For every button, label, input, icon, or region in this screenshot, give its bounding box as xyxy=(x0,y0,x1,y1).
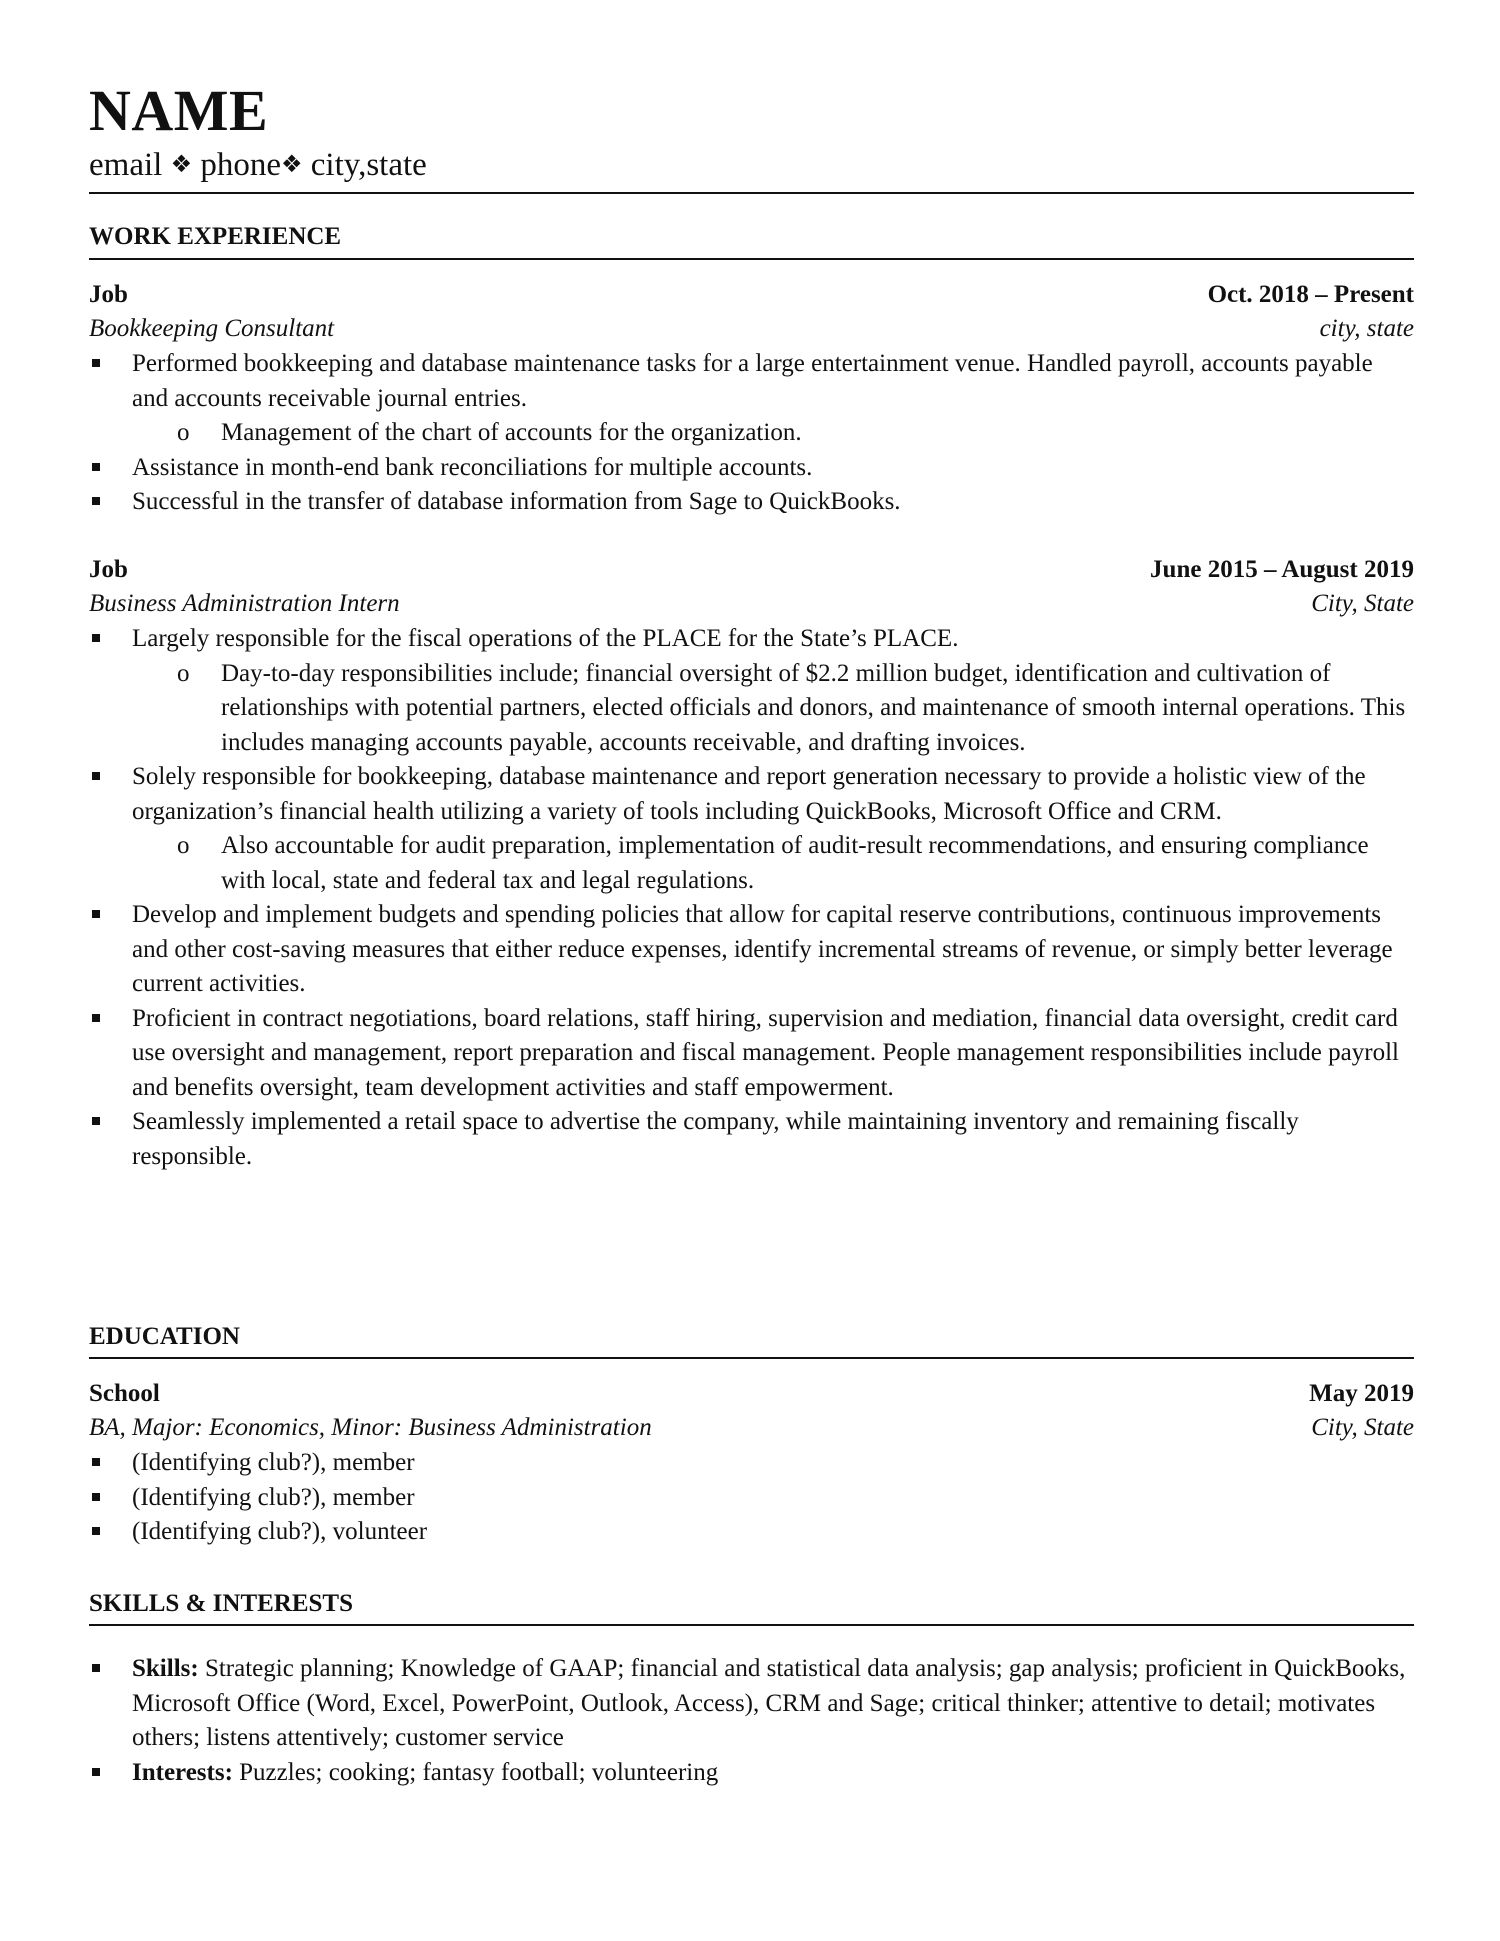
diamond-separator-icon: ❖ xyxy=(280,150,303,178)
skills-bullet-list xyxy=(89,1652,1414,1790)
work-divider xyxy=(89,258,1414,260)
diamond-separator-icon: ❖ xyxy=(170,150,193,178)
job-header xyxy=(89,278,1414,312)
list-item xyxy=(89,622,1414,657)
square-bullet-icon xyxy=(92,359,100,367)
education-divider xyxy=(89,1357,1414,1359)
square-bullet-icon xyxy=(92,1493,100,1501)
list-item xyxy=(89,347,1414,416)
square-bullet-icon xyxy=(92,1458,100,1466)
list-item xyxy=(89,760,1414,829)
list-item xyxy=(89,485,1414,520)
school-location: City, State xyxy=(1311,1414,1414,1441)
list-item xyxy=(89,898,1414,1002)
square-bullet-icon xyxy=(92,1527,100,1535)
square-bullet-icon xyxy=(92,634,100,642)
bullet-text: Assistance in month-end bank reconciliations for multiple accounts. xyxy=(132,453,813,481)
bullet-text: Performed bookkeeping and database maintenance tasks for a large entertainment venue. Handled payroll, accounts payable and accounts receivable journal entries. xyxy=(132,350,1373,412)
bullet-text: Management of the chart of accounts for the organization. xyxy=(221,419,802,446)
square-bullet-icon xyxy=(92,910,100,918)
bullet-text: (Identifying club?), member xyxy=(132,1483,415,1511)
square-bullet-icon xyxy=(92,1768,100,1776)
circle-bullet-icon: o xyxy=(177,659,190,687)
list-item xyxy=(89,657,1414,761)
skills-label: Skills: xyxy=(132,1655,199,1682)
job-location: City, State xyxy=(1311,590,1414,617)
job-dates: Oct. 2018 – Present xyxy=(1207,281,1414,308)
job-role: Business Administration Intern xyxy=(89,590,400,617)
degree: BA, Major: Economics, Minor: Business Administration xyxy=(89,1414,652,1441)
circle-bullet-icon: o xyxy=(177,419,190,446)
graduation-date: May 2019 xyxy=(1309,1380,1414,1407)
section-heading-work: WORK EXPERIENCE xyxy=(89,223,342,250)
job-dates: June 2015 – August 2019 xyxy=(1150,556,1414,583)
list-item xyxy=(89,1002,1414,1106)
bullet-text: Seamlessly implemented a retail space to advertise the company, while maintaining inventory and remaining fiscally responsible. xyxy=(132,1108,1299,1170)
contact-location: city,state xyxy=(310,147,427,183)
section-heading-education: EDUCATION xyxy=(89,1323,240,1350)
job-role-row xyxy=(89,587,1414,621)
square-bullet-icon xyxy=(92,1664,100,1672)
bullet-text: Successful in the transfer of database information from Sage to QuickBooks. xyxy=(132,488,901,515)
job-title: Job xyxy=(89,556,128,583)
contact-email: email xyxy=(89,147,163,183)
list-item xyxy=(89,1652,1414,1756)
contact-line xyxy=(89,144,427,185)
list-item xyxy=(89,1446,1414,1481)
list-item xyxy=(89,1756,1414,1791)
job-bullet-list xyxy=(89,347,1414,520)
bullet-text: Day-to-day responsibilities include; financial oversight of $2.2 million budget, identification and cultivation of relationships with potential partners, elected officials and donors, and maintenance of smooth internal operations. This includes managing accounts payable, accounts receivable, and drafting invoices. xyxy=(221,659,1406,756)
skills-divider xyxy=(89,1624,1414,1626)
bullet-text: Largely responsible for the fiscal operations of the PLACE for the State’s PLACE. xyxy=(132,625,959,652)
list-item xyxy=(89,1481,1414,1516)
square-bullet-icon xyxy=(92,1014,100,1022)
list-item xyxy=(89,451,1414,486)
job-title: Job xyxy=(89,281,128,308)
bullet-text: Solely responsible for bookkeeping, database maintenance and report generation necessary to provide a holistic view of the organization’s financial health utilizing a variety of tools including QuickBooks, Microsoft Office and CRM. xyxy=(132,763,1366,825)
bullet-text: Also accountable for audit preparation, implementation of audit-result recommendations, and ensuring compliance with local, state and federal tax and legal regulations. xyxy=(221,832,1369,894)
skills-text: Strategic planning; Knowledge of GAAP; financial and statistical data analysis; gap analysis; proficient in QuickBooks, Microsoft Office (Word, Excel, PowerPoint, Outlook, Access), CRM and Sage; critical thinker; attentive to detail; motivates others; listens attentively; customer service xyxy=(132,1655,1406,1751)
bullet-text: (Identifying club?), volunteer xyxy=(132,1518,428,1545)
job-bullet-list xyxy=(89,622,1414,1174)
square-bullet-icon xyxy=(92,463,100,471)
degree-row xyxy=(89,1411,1414,1445)
job-location: city, state xyxy=(1319,315,1414,342)
education-bullet-list xyxy=(89,1446,1414,1550)
bullet-text: Proficient in contract negotiations, board relations, staff hiring, supervision and mediation, financial data oversight, credit card use oversight and management, report preparation and fiscal management. People management responsibilities include payroll and benefits oversight, team development activities and staff empowerment. xyxy=(132,1004,1399,1101)
job-header xyxy=(89,553,1414,587)
list-item xyxy=(89,416,1414,451)
section-heading-skills: SKILLS & INTERESTS xyxy=(89,1590,354,1617)
bullet-text: Develop and implement budgets and spending policies that allow for capital reserve contributions, continuous improvements and other cost-saving measures that either reduce expenses, identify incremental streams of revenue, or simply better leverage current activities. xyxy=(132,901,1393,997)
school-header xyxy=(89,1377,1414,1411)
school-name: School xyxy=(89,1380,160,1407)
interests-label: Interests: xyxy=(132,1758,233,1786)
interests-text: Puzzles; cooking; fantasy football; volunteering xyxy=(239,1758,719,1786)
list-item xyxy=(89,829,1414,898)
bullet-text: (Identifying club?), member xyxy=(132,1449,415,1476)
resume-page xyxy=(89,0,1414,1941)
square-bullet-icon xyxy=(92,497,100,505)
resume-name: NAME xyxy=(89,78,269,143)
header-divider xyxy=(89,192,1414,194)
job-role: Bookkeeping Consultant xyxy=(89,315,335,342)
square-bullet-icon xyxy=(92,772,100,780)
list-item xyxy=(89,1515,1414,1550)
job-role-row xyxy=(89,312,1414,346)
list-item xyxy=(89,1105,1414,1174)
circle-bullet-icon: o xyxy=(177,832,190,859)
square-bullet-icon xyxy=(92,1117,100,1125)
contact-phone: phone xyxy=(200,147,281,183)
